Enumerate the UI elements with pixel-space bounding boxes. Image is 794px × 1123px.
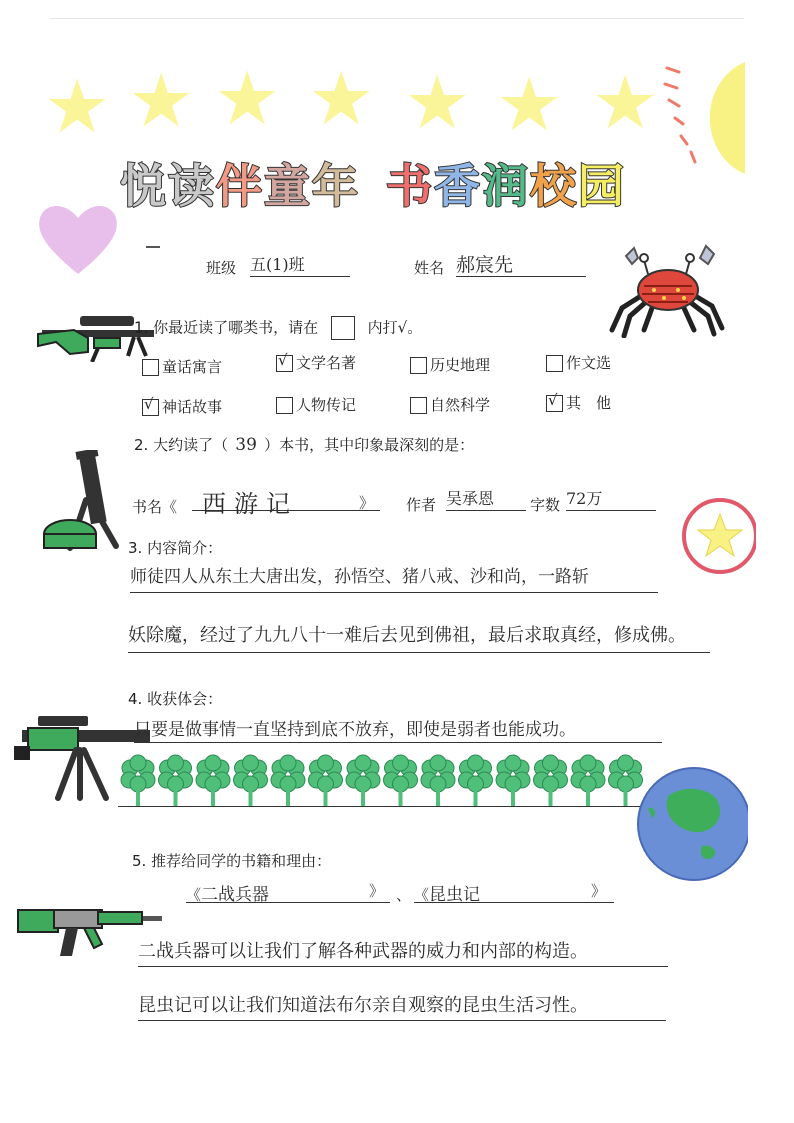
option-fairy-tales[interactable]	[142, 356, 222, 377]
option-label: 历史地理	[430, 356, 491, 374]
crab-icon	[604, 242, 734, 338]
tree-icon	[496, 755, 530, 806]
reason-line-1[interactable]	[138, 936, 668, 967]
reflection-line[interactable]	[134, 716, 662, 743]
tree-icon	[159, 755, 193, 806]
heart-icon	[36, 198, 120, 276]
checkbox[interactable]	[410, 357, 427, 374]
bracket-close: 》	[368, 882, 384, 900]
checkbox-checked[interactable]	[276, 351, 293, 372]
checkbox[interactable]	[142, 359, 159, 376]
option-biographies[interactable]	[276, 394, 356, 415]
name-value: 郝宸先	[456, 254, 514, 276]
tree-row-underline	[118, 806, 658, 807]
option-label: 自然科学	[430, 396, 491, 414]
name-label: 姓名	[414, 259, 445, 277]
question-2-text: 2. 大约读了（	[134, 436, 229, 454]
question-5-label: 5. 推荐给同学的书籍和理由：	[132, 852, 332, 870]
checkmark-icon: √	[278, 351, 288, 369]
recommend-book-2-title: 昆虫记	[429, 885, 481, 905]
book-title-field[interactable]	[192, 484, 380, 518]
author-field[interactable]	[446, 486, 526, 511]
question-2-text-end: ）本书，其中印象最深刻的是：	[264, 436, 475, 454]
checkbox-checked[interactable]	[546, 391, 563, 412]
question-4-label: 4. 收获体会：	[128, 690, 223, 708]
book-label: 书名《	[132, 498, 178, 516]
tree-icon	[346, 755, 380, 806]
reason-text-2: 昆虫记可以让我们知道法布尔亲自观察的昆虫生活习性。	[138, 995, 588, 1016]
option-label: 人物传记	[296, 396, 357, 414]
checkbox[interactable]	[276, 397, 293, 414]
question-2	[134, 434, 474, 455]
option-natural-science[interactable]	[410, 394, 490, 415]
book-separator: 、	[396, 886, 412, 904]
globe-icon	[632, 762, 748, 886]
question-1	[134, 316, 422, 340]
tree-icon	[271, 755, 305, 806]
recommend-book-1[interactable]	[186, 880, 390, 903]
star-icon: ★	[404, 60, 471, 146]
tree-icon	[121, 755, 155, 806]
tree-icon	[309, 755, 343, 806]
title-char: 校	[530, 159, 578, 213]
title-char: 园	[578, 159, 626, 213]
tree-icon	[459, 755, 493, 806]
option-label: 神话故事	[162, 398, 223, 416]
reason-line-2[interactable]	[138, 990, 666, 1021]
class-label: 班级	[206, 259, 237, 277]
question-3-label: 3. 内容简介：	[128, 539, 223, 557]
option-essays[interactable]	[546, 352, 611, 373]
star-icon: ★	[496, 62, 563, 148]
bracket-open: 《	[186, 886, 202, 904]
recommend-book-2[interactable]	[414, 880, 614, 903]
example-checkbox	[331, 316, 355, 340]
mortar-icon	[26, 450, 136, 554]
title-char: 童	[264, 159, 312, 213]
title-char: 润	[482, 159, 530, 213]
option-label: 作文选	[566, 354, 612, 372]
class-field[interactable]	[250, 252, 350, 277]
word-count-value: 72万	[566, 489, 603, 508]
summary-text-2: 妖除魔，经过了九九八十一难后去见到佛祖，最后求取真经，修成佛。	[128, 625, 686, 646]
sun-circle-icon	[676, 494, 756, 578]
page-top-rule	[50, 18, 744, 19]
tree-icon	[421, 755, 455, 806]
bracket-open: 《	[414, 886, 430, 904]
summary-text-1: 师徒四人从东土大唐出发，孙悟空、猪八戒、沙和尚，一路斩	[130, 567, 589, 587]
question-1-text: 1. 你最近读了哪类书，请在	[134, 318, 319, 337]
checkmark-icon: √	[144, 395, 154, 413]
author-value: 吴承恩	[446, 489, 495, 508]
option-label: 童话寓言	[162, 358, 223, 376]
book-close-bracket: 》	[358, 494, 374, 512]
reflection-text: 只要是做事情一直坚持到底不放弃，即使是弱者也能成功。	[134, 720, 576, 740]
option-literature-classics[interactable]	[276, 352, 356, 373]
summary-line-2[interactable]	[128, 618, 710, 653]
class-value: 五(1)班	[250, 255, 305, 274]
title-char: 年	[312, 159, 360, 213]
question-1-instruction: 内打√。	[367, 318, 423, 337]
books-read-count[interactable]: 39	[235, 435, 257, 455]
title-char: 香	[434, 159, 482, 213]
checkmark-icon: √	[548, 391, 558, 409]
reason-text-1: 二战兵器可以让我们了解各种武器的威力和内部的构造。	[138, 941, 588, 962]
title-char: 书	[386, 159, 434, 213]
checkbox-checked[interactable]	[142, 395, 159, 416]
tree-icon	[571, 755, 605, 806]
title-char: 悦	[120, 159, 168, 213]
word-count-label: 字数	[530, 496, 561, 514]
star-icon: ★	[44, 64, 111, 150]
checkbox[interactable]	[410, 397, 427, 414]
tree-row	[118, 752, 648, 812]
star-icon: ★	[308, 56, 375, 142]
author-label: 作者	[406, 496, 437, 514]
checkbox[interactable]	[546, 355, 563, 372]
option-myths[interactable]	[142, 396, 222, 417]
page-title	[120, 150, 680, 216]
word-count-field[interactable]	[566, 486, 656, 511]
tree-icon	[534, 755, 568, 806]
option-label: 文学名著	[296, 354, 357, 372]
book-title-value: 西游记	[202, 490, 298, 518]
summary-line-1[interactable]	[130, 560, 658, 593]
star-icon: ★	[592, 60, 659, 146]
tree-icon	[234, 755, 268, 806]
star-icon: ★	[128, 58, 195, 144]
recommend-book-1-title: 二战兵器	[201, 885, 270, 905]
option-other[interactable]	[546, 392, 611, 413]
small-mark	[146, 246, 160, 248]
option-label: 其 他	[566, 394, 612, 412]
tree-icon	[196, 755, 230, 806]
bracket-close: 》	[590, 882, 606, 900]
name-field[interactable]	[456, 250, 586, 277]
tree-icon	[384, 755, 418, 806]
title-char: 读	[168, 159, 216, 213]
option-history-geography[interactable]	[410, 354, 490, 375]
title-char: 伴	[216, 159, 264, 213]
star-icon: ★	[214, 56, 281, 142]
